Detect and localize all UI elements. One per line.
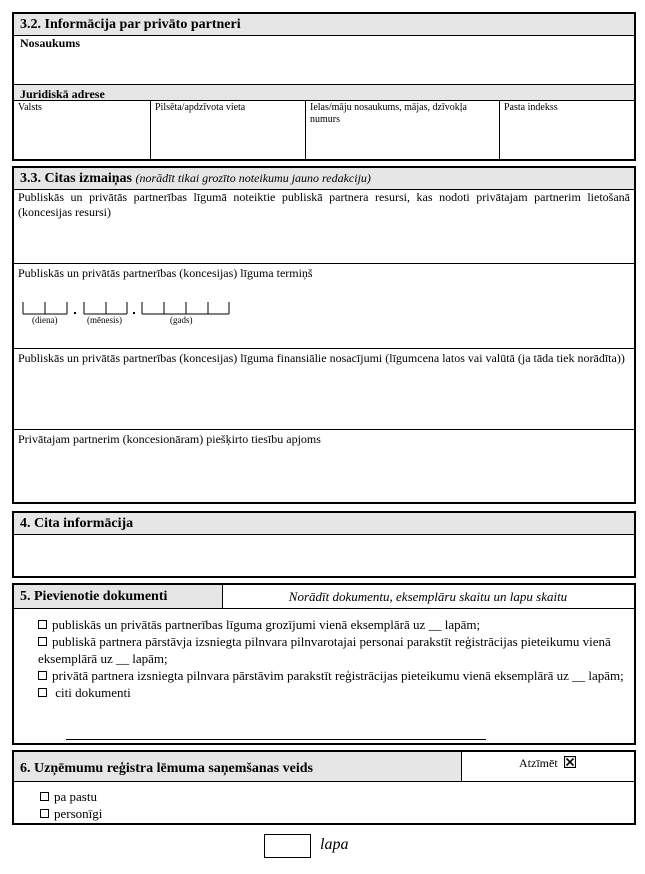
section-5-title: 5. Pievienotie dokumenti	[20, 589, 168, 604]
other-information-field[interactable]	[14, 535, 634, 576]
mark-label: Atzīmēt	[519, 756, 558, 770]
checkbox-in-person[interactable]	[40, 809, 49, 818]
section-3-3-note: (norādīt tikai grozīto noteikumu jauno redakciju)	[135, 171, 371, 185]
list-item: personīgi	[40, 805, 102, 822]
postal-code-label: Pasta indekss	[504, 102, 558, 113]
postal-code-field[interactable]	[500, 116, 634, 158]
financial-terms-field[interactable]	[14, 383, 634, 427]
other-documents-line[interactable]	[66, 739, 486, 740]
section-4-title: 4. Cita informācija	[14, 513, 634, 535]
year-caption: (gads)	[170, 315, 193, 325]
list-item: publiskās un privātās partnerības līguma grozījumi vienā eksemplārā uz __ lapām;	[38, 616, 628, 633]
checkbox-amendments[interactable]	[38, 620, 47, 629]
page-label: lapa	[320, 836, 349, 853]
documents-hint: Norādīt dokumentu, eksemplāru skaitu un lapu skaitu	[288, 589, 568, 604]
contract-term-label: Publiskās un privātās partnerības (koncesijas) līguma termiņš	[18, 266, 313, 280]
checked-box-icon	[564, 756, 576, 768]
section-3-3	[12, 166, 636, 504]
section-5	[12, 583, 636, 745]
checkbox-public-partner-authorization[interactable]	[38, 637, 47, 646]
rights-scope-label: Privātajam partnerim (koncesionāram) piešķirto tiesību apjoms	[18, 432, 321, 446]
documents-list	[38, 616, 628, 701]
name-label: Nosaukums	[20, 36, 81, 50]
city-field[interactable]	[151, 116, 304, 158]
section-3-2-title: 3.2. Informācija par privāto partneri	[14, 14, 634, 36]
address-label: Juridiskā adrese	[20, 87, 105, 101]
section-3-3-header	[14, 168, 634, 190]
section-4	[12, 511, 636, 578]
concession-resources-field[interactable]	[14, 222, 634, 262]
month-caption: (mēnesis)	[87, 315, 122, 325]
list-item: pa pastu	[40, 788, 102, 805]
checkbox-by-post[interactable]	[40, 792, 49, 801]
mark-hint	[519, 756, 576, 771]
rights-scope-field[interactable]	[14, 450, 634, 502]
page-number-field[interactable]	[264, 834, 311, 858]
street-label: Ielas/māju nosaukums, mājas, dzīvokļa numurs	[310, 102, 467, 125]
section-3-2	[12, 12, 636, 161]
section-6	[12, 750, 636, 825]
city-label: Pilsēta/apdzīvota vieta	[155, 102, 246, 113]
list-item: publiskā partnera pārstāvja izsniegta pilnvara pilnvarotajai personai parakstīt reģistrācijas pieteikumu vienā eksemplārā uz __ lapām;	[38, 634, 611, 666]
day-caption: (diena)	[32, 315, 58, 325]
list-item: privātā partnera izsniegta pilnvara pārstāvim parakstīt reģistrācijas pieteikumu vienā eksemplārā uz __ lapām;	[38, 667, 628, 684]
street-field[interactable]	[306, 140, 498, 158]
checkbox-private-partner-authorization[interactable]	[38, 671, 47, 680]
country-field[interactable]	[14, 116, 149, 158]
concession-resources-label: Publiskās un privātās partnerības līgumā noteiktie publiskā partnera resursi, kas nodoti privātajam partnerim lietošanā (koncesijas resursi)	[18, 190, 630, 219]
checkbox-other-documents[interactable]	[38, 688, 47, 697]
section-6-title: 6. Uzņēmumu reģistra lēmuma saņemšanas veids	[20, 761, 313, 776]
country-label: Valsts	[18, 102, 42, 113]
list-item: citi dokumenti	[38, 684, 628, 701]
section-3-3-title: 3.3. Citas izmaiņas	[20, 171, 132, 186]
delivery-options	[40, 788, 102, 822]
financial-terms-label: Publiskās un privātās partnerības (koncesijas) līguma finansiālie nosacījumi (līgumcena latos vai valūtā (ja tāda tiek norādīta))	[18, 351, 625, 365]
name-field[interactable]	[14, 50, 634, 82]
